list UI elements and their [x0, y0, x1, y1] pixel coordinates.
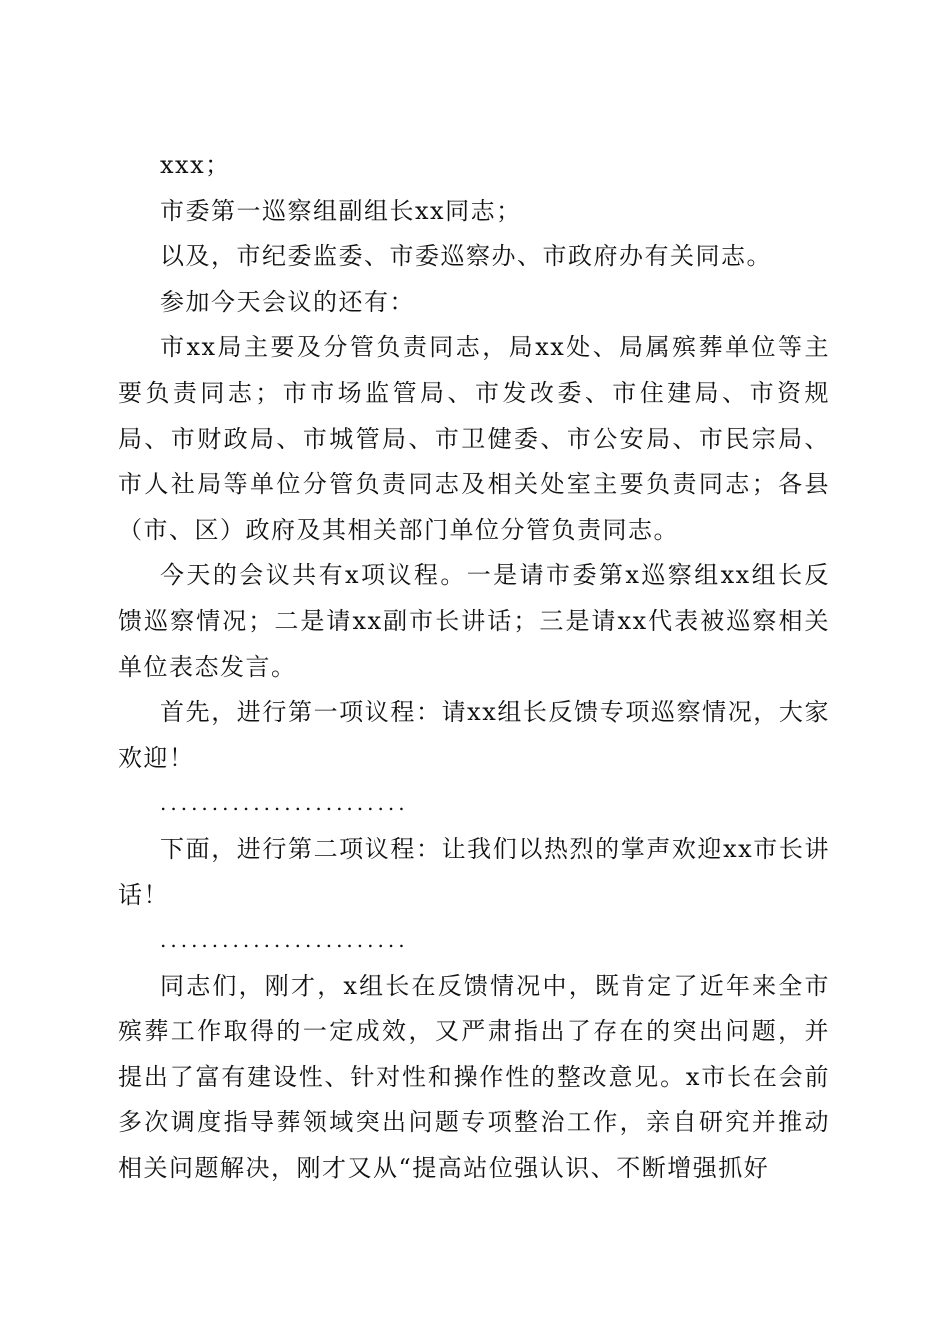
ellipsis-separator: ........................ [160, 928, 409, 953]
paragraph-agenda-item-two: 下面，进行第二项议程：让我们以热烈的掌声欢迎xx市长讲话！ [118, 834, 830, 909]
paragraph-attending-units: 市xx局主要及分管负责同志，局xx处、局属殡葬单位等主要负责同志；市市场监管局、市发改委、市住建局、市资规局、市财政局、市城管局、市卫健委、市公安局、市民宗局、市人社局等单位分管负责同志及相关处室主要负责同志；各县（市、区）政府及其相关部门单位分管负责同志。 [118, 333, 830, 544]
paragraph-closing-remarks: 同志们，刚才，x组长在反馈情况中，既肯定了近年来全市殡葬工作取得的一定成效，又严肃指出了存在的突出问题，并提出了富有建设性、针对性和操作性的整改意见。x市长在会前多次调度指导葬领域突出问题专项整治工作，亲自研究并推动相关问题解决，刚才又从“提高站位强认识、不断增强抓好 [118, 971, 830, 1183]
document-body [118, 143, 830, 1192]
paragraph-attendee-xxx: xxx； [160, 151, 231, 179]
paragraph-related-departments: 以及，市纪委监委、市委巡察办、市政府办有关同志。 [160, 242, 772, 271]
paragraph-also-attending: 参加今天会议的还有： [160, 287, 415, 316]
paragraph-inspection-deputy-leader: 市委第一巡察组副组长xx同志； [160, 196, 522, 225]
ellipsis-separator: ........................ [160, 791, 409, 816]
paragraph-agenda-overview: 今天的会议共有x项议程。一是请市委第x巡察组xx组长反馈巡察情况；二是请xx副市长讲话；三是请xx代表被巡察相关单位表态发言。 [118, 561, 830, 681]
paragraph-agenda-item-one: 首先，进行第一项议程：请xx组长反馈专项巡察情况，大家欢迎！ [118, 698, 830, 772]
